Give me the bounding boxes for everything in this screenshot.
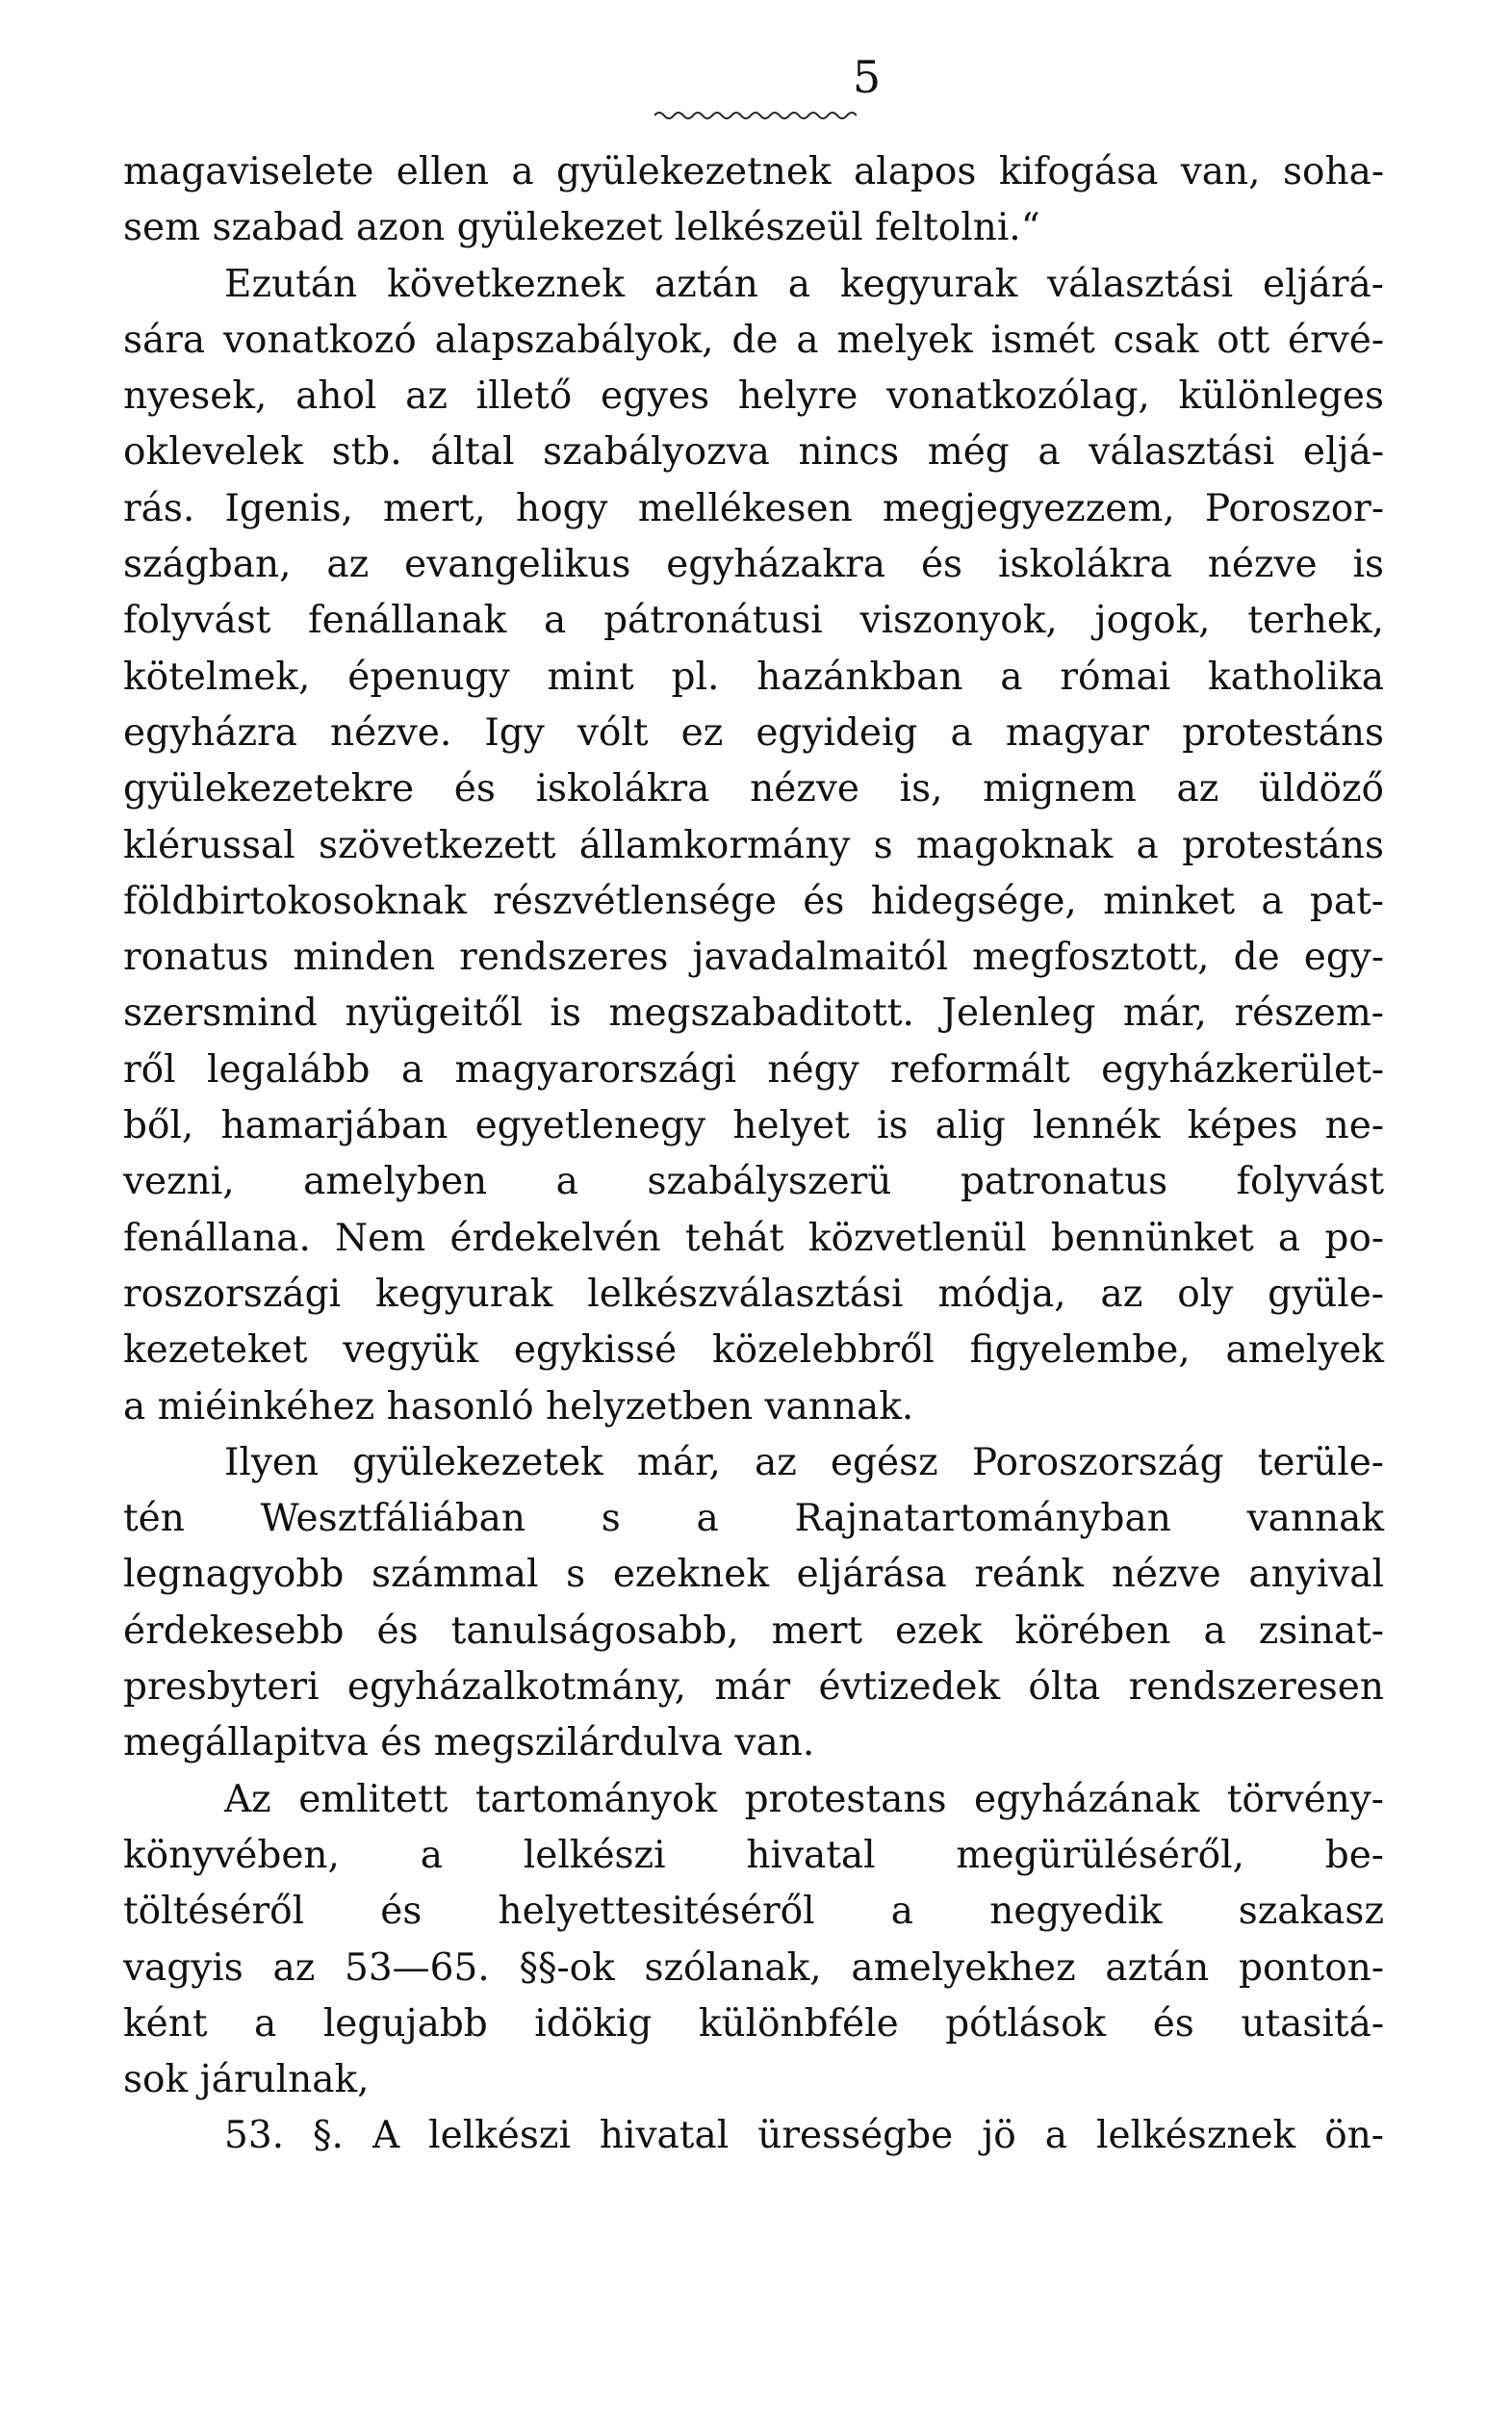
text-line: szágban, az evangelikus egyházakra és iskolákra nézve is (123, 543, 1384, 587)
text-line: töltéséről és helyettesitéséről a negyedik szakasz (123, 1890, 1384, 1934)
text-line: Az emlitett tartományok protestans egyházának törvény- (224, 1777, 1384, 1821)
text-line: oklevelek stb. által szabályozva nincs még a választási eljá- (123, 430, 1384, 475)
text-line: ként a legujabb idökig különbféle pótlások és utasitá- (123, 2001, 1384, 2046)
text-line: presbyteri egyházalkotmány, már évtizedek ólta rendszeresen (123, 1665, 1384, 1710)
text-line: fenállana. Nem érdekelvén tehát közvetlenül bennünket a po- (123, 1216, 1384, 1260)
text-line: érdekesebb és tanulságosabb, mert ezek körében a zsinat- (123, 1609, 1384, 1653)
body-text (123, 144, 1384, 2165)
page-number: 5 (852, 51, 882, 103)
text-line: könyvében, a lelkészi hivatal megürüléséről, be- (123, 1833, 1384, 1877)
text-line: Ezután következnek aztán a kegyurak választási eljárá- (224, 262, 1384, 306)
text-line: magaviselete ellen a gyülekezetnek alapos kifogása van, soha- (123, 150, 1384, 193)
wavy-rule-ornament (654, 108, 857, 123)
text-line: ről legalább a magyarországi négy reformált egyházkerület- (123, 1047, 1384, 1092)
text-line: klérussal szövetkezett államkormány s magoknak a protestáns (123, 823, 1384, 867)
text-line: sem szabad azon gyülekezet lelkészeül feltolni.“ (123, 206, 1040, 250)
text-line: szersmind nyügeitől is megszabaditott. Jelenleg már, részem- (123, 991, 1384, 1036)
text-line: egyházra nézve. Igy vólt ez egyideig a magyar protestáns (123, 710, 1384, 755)
text-line: kezeteket vegyük egykissé közelebbről figyelembe, amelyek (123, 1328, 1384, 1373)
text-line: vagyis az 53—65. §§-ok szólanak, amelyekhez aztán ponton- (123, 1945, 1384, 1990)
text-line: földbirtokosoknak részvétlensége és hidegsége, minket a pat- (123, 879, 1384, 923)
text-line: ből, hamarjában egyetlenegy helyet is alig lennék képes ne- (123, 1104, 1384, 1148)
text-line: 53. §. A lelkészi hivatal ürességbe jö a lelkésznek ön- (224, 2114, 1384, 2158)
text-line: legnagyobb számmal s ezeknek eljárása reánk nézve anyival (123, 1553, 1384, 1597)
text-line: sok járulnak, (123, 2058, 370, 2102)
text-line: kötelmek, épenugy mint pl. hazánkban a római katholika (123, 655, 1384, 699)
text-line: nyesek, ahol az illető egyes helyre vonatkozólag, különleges (123, 374, 1384, 419)
text-line: vezni, amelyben a szabályszerü patronatus folyvást (123, 1160, 1384, 1204)
text-line: rás. Igenis, mert, hogy mellékesen megjegyezzem, Poroszor- (123, 486, 1384, 530)
text-line: sára vonatkozó alapszabályok, de a melyek ismét csak ott érvé- (123, 318, 1384, 362)
text-line: roszországi kegyurak lelkészválasztási módja, az oly gyüle- (123, 1272, 1384, 1316)
text-line: Ilyen gyülekezetek már, az egész Poroszország terüle- (224, 1440, 1384, 1484)
text-line: a miéinkéhez hasonló helyzetben vannak. (123, 1384, 914, 1429)
text-line: ronatus minden rendszeres javadalmaitól megfosztott, de egy- (123, 936, 1384, 980)
text-line: folyvást fenállanak a pátronátusi viszonyok, jogok, terhek, (123, 599, 1384, 643)
text-line: tén Wesztfáliában s a Rajnatartományban vannak (123, 1497, 1384, 1541)
text-line: gyülekezetekre és iskolákra nézve is, mignem az üldöző (123, 767, 1384, 811)
text-line: megállapitva és megszilárdulva van. (123, 1721, 815, 1765)
